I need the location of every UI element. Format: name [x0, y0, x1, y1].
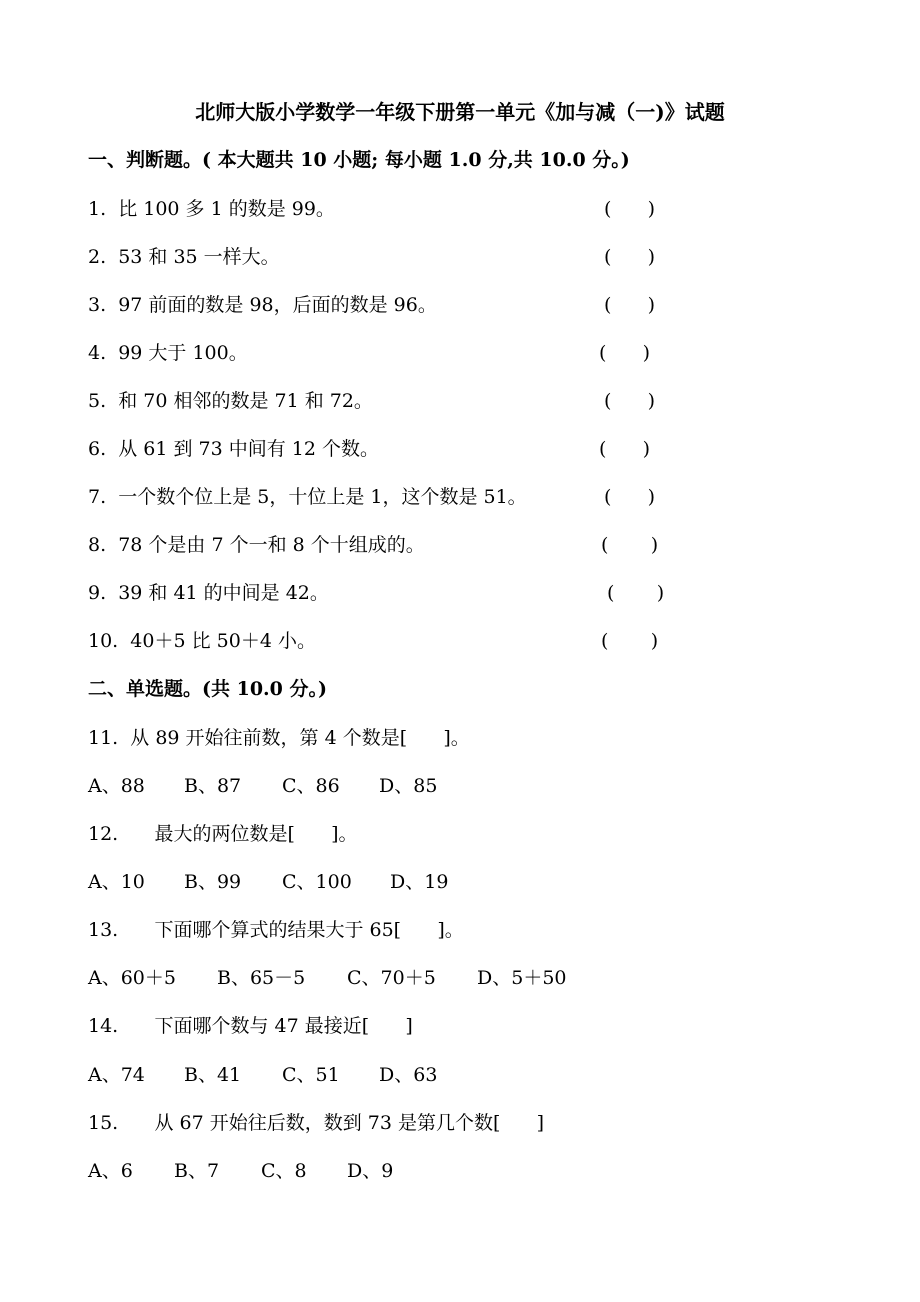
option-14-c[interactable]: C、51	[282, 1064, 340, 1086]
mc-question-14: 14. 下面哪个数与 47 最接近[ ]	[88, 1015, 413, 1037]
option-11-c[interactable]: C、86	[282, 775, 340, 797]
tf-question-9: 9. 39 和 41 的中间是 42。	[88, 582, 329, 604]
section2-heading: 二、单选题。(共 10.0 分。)	[88, 678, 327, 700]
option-13-a[interactable]: A、60＋5	[88, 967, 176, 989]
option-12-a[interactable]: A、10	[88, 871, 145, 893]
option-14-b[interactable]: B、41	[184, 1064, 242, 1086]
mc-question-11: 11. 从 89 开始往前数，第 4 个数是[ ]。	[88, 727, 470, 749]
answer-paren-2[interactable]: ( )	[604, 246, 656, 268]
option-11-a[interactable]: A、88	[88, 775, 145, 797]
answer-paren-7[interactable]: ( )	[604, 486, 656, 508]
option-14-d[interactable]: D、63	[379, 1064, 438, 1086]
answer-paren-5[interactable]: ( )	[604, 390, 656, 412]
tf-question-2: 2. 53 和 35 一样大。	[88, 246, 280, 268]
option-15-d[interactable]: D、9	[347, 1160, 394, 1182]
tf-question-7: 7. 一个数个位上是 5，十位上是 1，这个数是 51。	[88, 486, 527, 508]
option-15-a[interactable]: A、6	[88, 1160, 133, 1182]
answer-paren-10[interactable]: ( )	[601, 630, 659, 652]
option-13-b[interactable]: B、65－5	[217, 967, 306, 989]
mc-question-15: 15. 从 67 开始往后数，数到 73 是第几个数[ ]	[88, 1112, 545, 1134]
option-13-d[interactable]: D、5＋50	[477, 967, 567, 989]
option-15-b[interactable]: B、7	[174, 1160, 220, 1182]
page-title: 北师大版小学数学一年级下册第一单元《加与减（一)》试题	[195, 100, 725, 124]
tf-question-5: 5. 和 70 相邻的数是 71 和 72。	[88, 390, 373, 412]
option-12-d[interactable]: D、19	[390, 871, 449, 893]
tf-question-6: 6. 从 61 到 73 中间有 12 个数。	[88, 438, 379, 460]
answer-paren-4[interactable]: ( )	[599, 342, 651, 364]
option-14-a[interactable]: A、74	[88, 1064, 145, 1086]
tf-question-10: 10. 40＋5 比 50＋4 小。	[88, 630, 316, 652]
option-12-b[interactable]: B、99	[184, 871, 242, 893]
mc-question-12: 12. 最大的两位数是[ ]。	[88, 823, 358, 845]
option-15-c[interactable]: C、8	[261, 1160, 307, 1182]
mc-question-13: 13. 下面哪个算式的结果大于 65[ ]。	[88, 919, 464, 941]
answer-paren-1[interactable]: ( )	[604, 198, 656, 220]
option-11-b[interactable]: B、87	[184, 775, 242, 797]
option-12-c[interactable]: C、100	[282, 871, 352, 893]
tf-question-8: 8. 78 个是由 7 个一和 8 个十组成的。	[88, 534, 425, 556]
answer-paren-3[interactable]: ( )	[604, 294, 656, 316]
answer-paren-8[interactable]: ( )	[601, 534, 659, 556]
option-13-c[interactable]: C、70＋5	[347, 967, 436, 989]
section1-heading: 一、判断题。( 本大题共 10 小题; 每小题 1.0 分,共 10.0 分。)	[88, 149, 630, 171]
answer-paren-9[interactable]: ( )	[607, 582, 665, 604]
option-11-d[interactable]: D、85	[379, 775, 438, 797]
answer-paren-6[interactable]: ( )	[599, 438, 651, 460]
tf-question-4: 4. 99 大于 100。	[88, 342, 248, 364]
tf-question-3: 3. 97 前面的数是 98，后面的数是 96。	[88, 294, 437, 316]
tf-question-1: 1. 比 100 多 1 的数是 99。	[88, 198, 335, 220]
